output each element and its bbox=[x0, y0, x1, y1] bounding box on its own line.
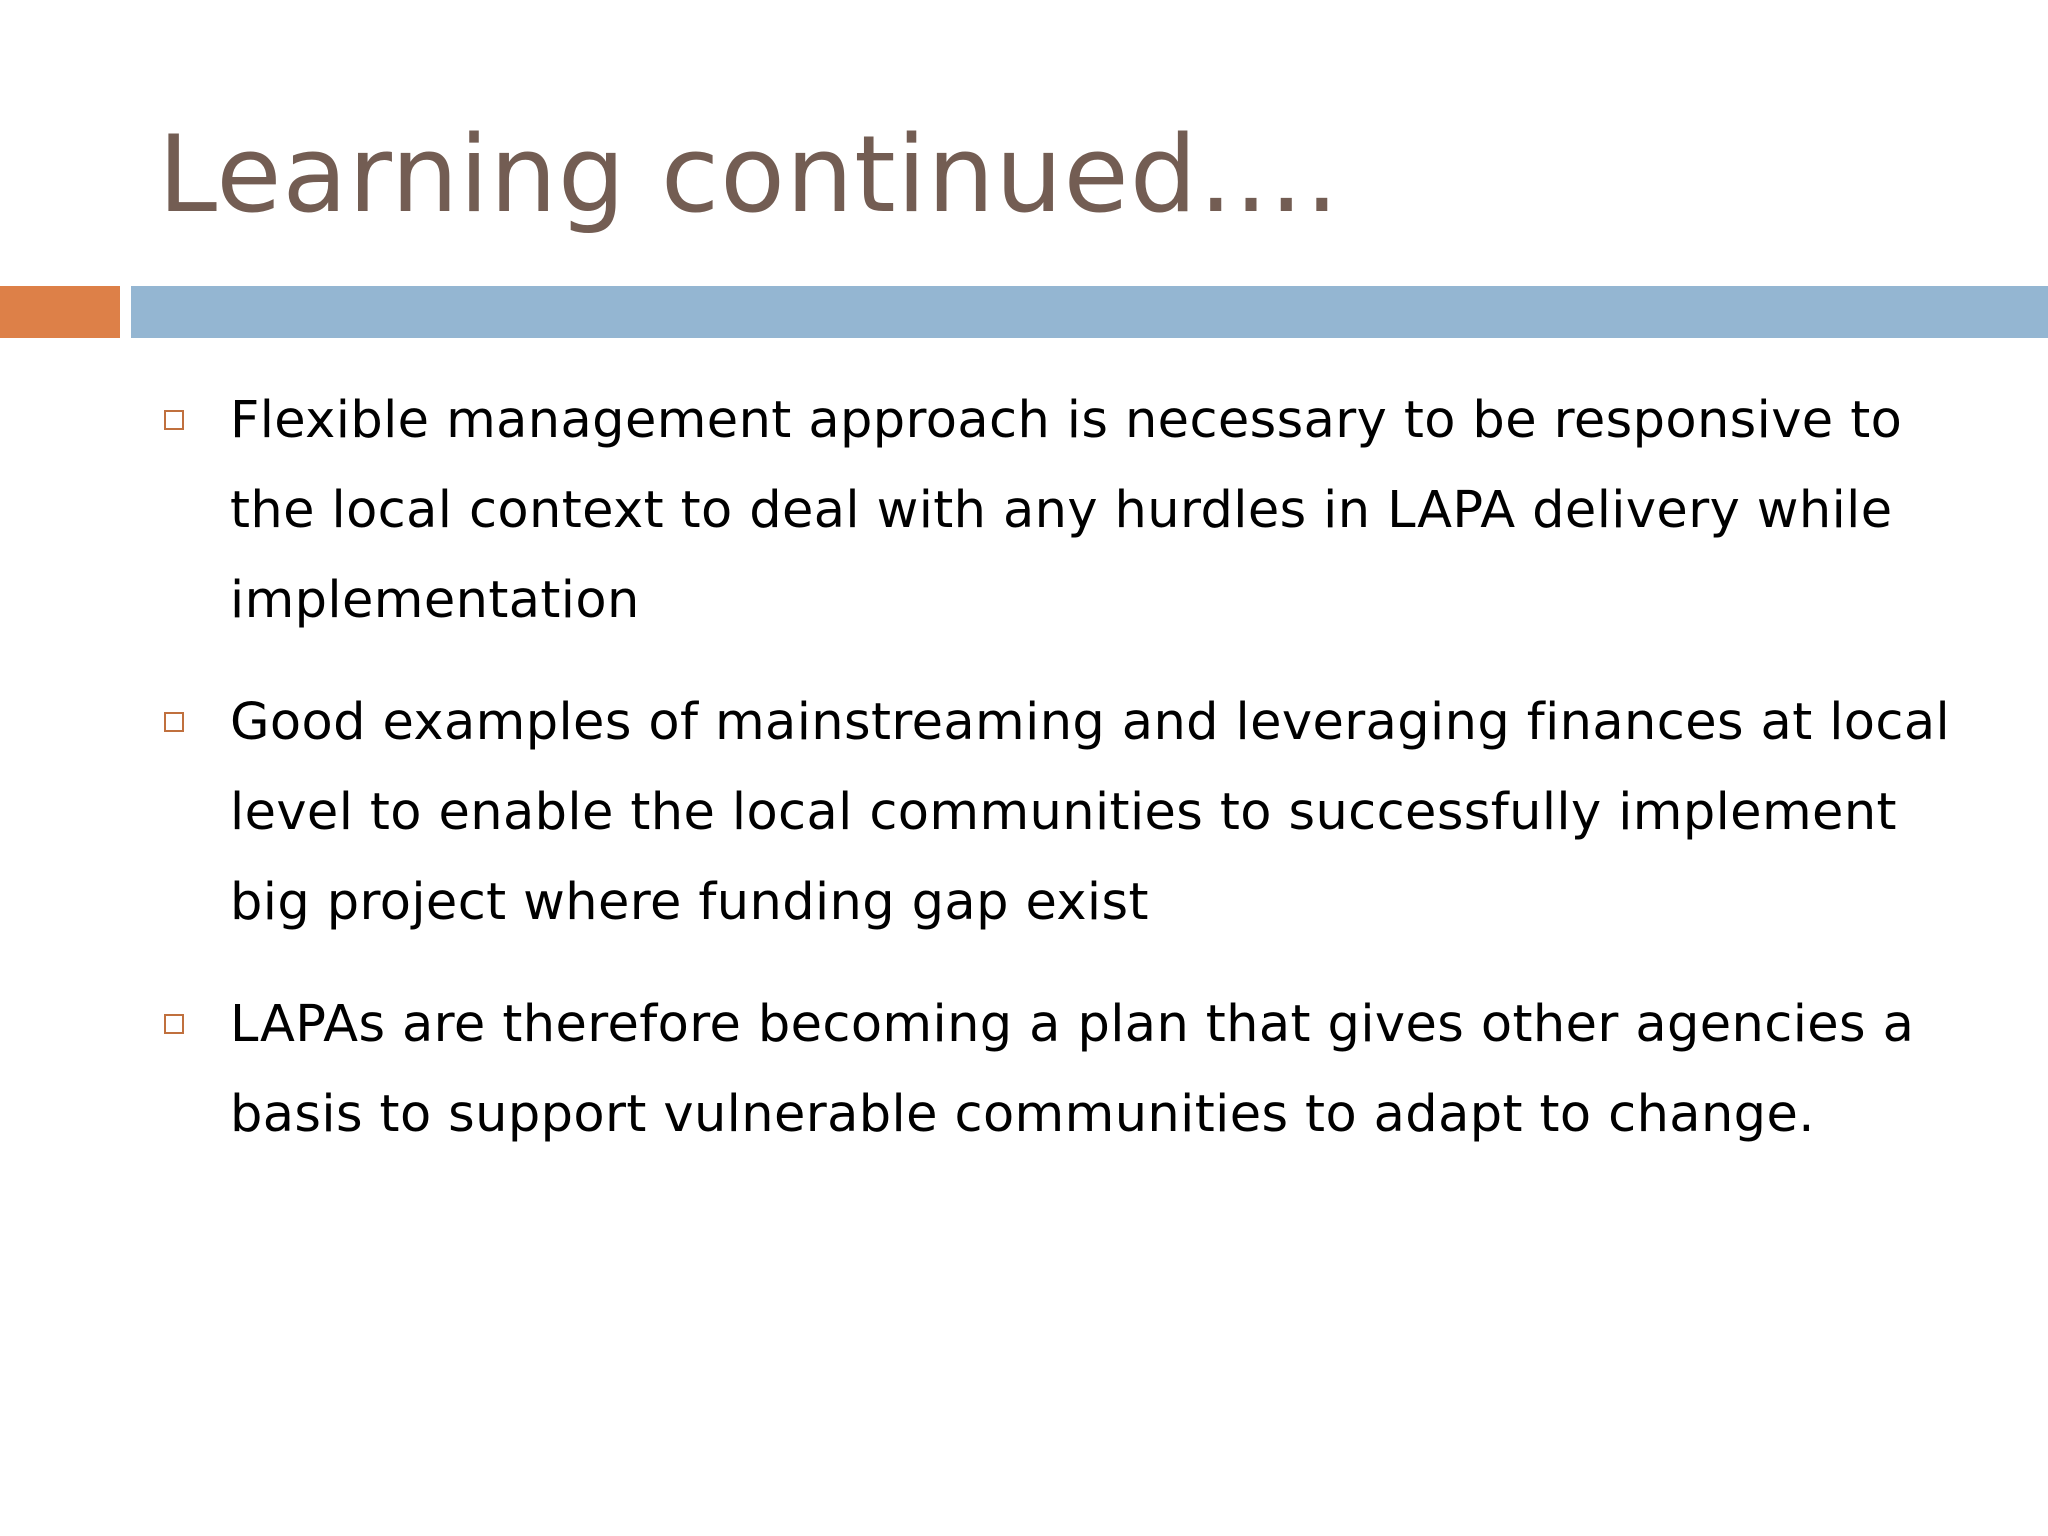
bullet-item bbox=[160, 980, 1960, 1160]
bullet-text: Flexible management approach is necessary to be responsive to the local context to deal with any hurdles in LAPA delivery while implementation bbox=[230, 391, 1903, 630]
bullet-list bbox=[160, 376, 1960, 1192]
slide-title: Learning continued…. bbox=[158, 113, 1340, 236]
square-bullet-icon bbox=[164, 1014, 184, 1034]
bullet-item bbox=[160, 678, 1960, 948]
accent-bar-blue bbox=[131, 286, 2048, 338]
accent-bar-orange bbox=[0, 286, 120, 338]
bullet-text: LAPAs are therefore becoming a plan that gives other agencies a basis to support vulnerable communities to adapt to change. bbox=[230, 995, 1915, 1144]
square-bullet-icon bbox=[164, 712, 184, 732]
bullet-text: Good examples of mainstreaming and leveraging finances at local level to enable the local communities to successfully implement big project where funding gap exist bbox=[230, 693, 1951, 932]
square-bullet-icon bbox=[164, 410, 184, 430]
bullet-item bbox=[160, 376, 1960, 646]
